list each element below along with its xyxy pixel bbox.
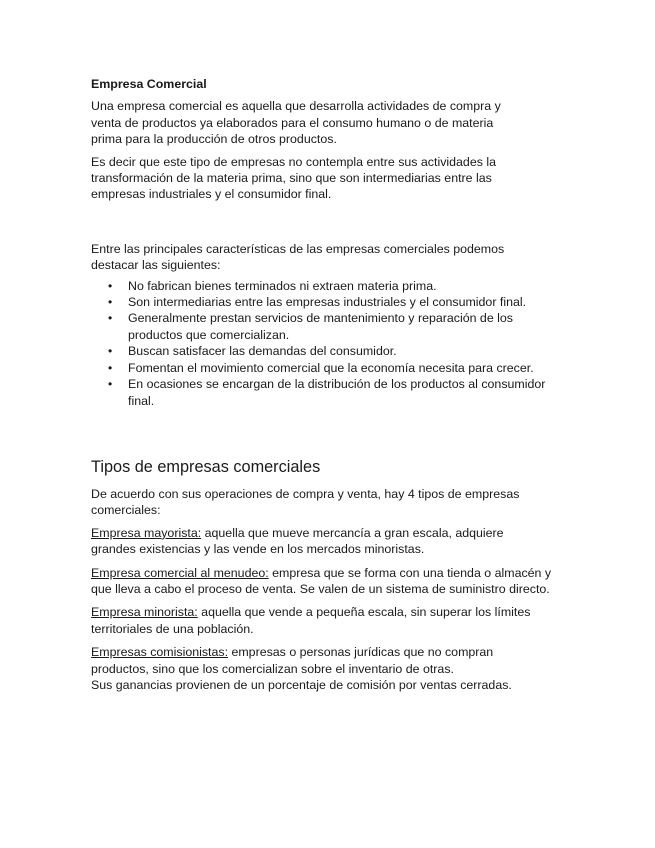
- type-description: empresas o personas jurídicas que no compran productos, sino que los comercializan sobre el inventario de otras.: [91, 645, 494, 676]
- document-page: [91, 76, 571, 693]
- features-list: [91, 278, 571, 409]
- type-commission: [91, 644, 531, 677]
- bullet-icon: •: [108, 344, 113, 359]
- list-item: [91, 310, 528, 343]
- type-description: aquella que vende a pequeña escala, sin superar los límites territoriales de una población.: [91, 605, 531, 636]
- section-title: Empresa Comercial: [91, 77, 207, 91]
- type-label: Empresa comercial al menudeo:: [91, 565, 269, 580]
- types-intro: De acuerdo con sus operaciones de compra y venta, hay 4 tipos de empresas comerciales:: [91, 486, 520, 518]
- type-retailer: [91, 604, 551, 637]
- bullet-icon: •: [108, 360, 113, 375]
- list-item-text: Son intermediarias entre las empresas industriales y el consumidor final.: [128, 295, 527, 310]
- features-intro: Entre las principales características de las empresas comerciales podemos destacar las siguientes:: [91, 241, 505, 273]
- type-label: Empresas comisionistas:: [91, 645, 229, 660]
- type-commission-extra: Sus ganancias provienen de un porcentaje de comisión por ventas cerradas.: [91, 677, 512, 692]
- paragraph-clarification: Es decir que este tipo de empresas no contempla entre sus actividades la transformación de la materia prima, sino que son intermediarias entre las empresas industriales y el consumidor final.: [91, 154, 496, 202]
- list-item: [91, 294, 568, 310]
- list-item-text: Fomentan el movimiento comercial que la economía necesita para crecer.: [128, 360, 534, 375]
- list-item: [91, 343, 568, 359]
- bullet-icon: •: [108, 311, 113, 326]
- bullet-icon: •: [108, 295, 113, 310]
- list-item: [91, 360, 568, 376]
- type-retail-store: [91, 565, 561, 598]
- list-item-text: Buscan satisfacer las demandas del consumidor.: [128, 344, 397, 359]
- type-wholesale: [91, 525, 526, 558]
- bullet-icon: •: [108, 377, 113, 392]
- type-label: Empresa minorista:: [91, 605, 198, 620]
- paragraph-definition: Una empresa comercial es aquella que desarrolla actividades de compra y venta de productos ya elaborados para el consumo humano o de materia prima para la producción de otros productos.: [91, 99, 501, 147]
- list-item-text: Generalmente prestan servicios de mantenimiento y reparación de los productos que comercializan.: [128, 311, 513, 342]
- type-label: Empresa mayorista:: [91, 525, 202, 540]
- list-item: [91, 376, 568, 409]
- list-item-text: No fabrican bienes terminados ni extraen materia prima.: [128, 278, 437, 293]
- list-item: [91, 278, 568, 294]
- list-item-text: En ocasiones se encargan de la distribución de los productos al consumidor final.: [128, 377, 546, 408]
- type-description: aquella que mueve mercancía a gran escala, adquiere grandes existencias y las vende en los mercados minoristas.: [91, 525, 504, 557]
- types-heading: Tipos de empresas comerciales: [91, 457, 321, 476]
- bullet-icon: •: [108, 278, 113, 293]
- type-description: empresa que se forma con una tienda o almacén y que lleva a cabo el proceso de venta. Se valen de un sistema de suministro directo.: [91, 565, 552, 596]
